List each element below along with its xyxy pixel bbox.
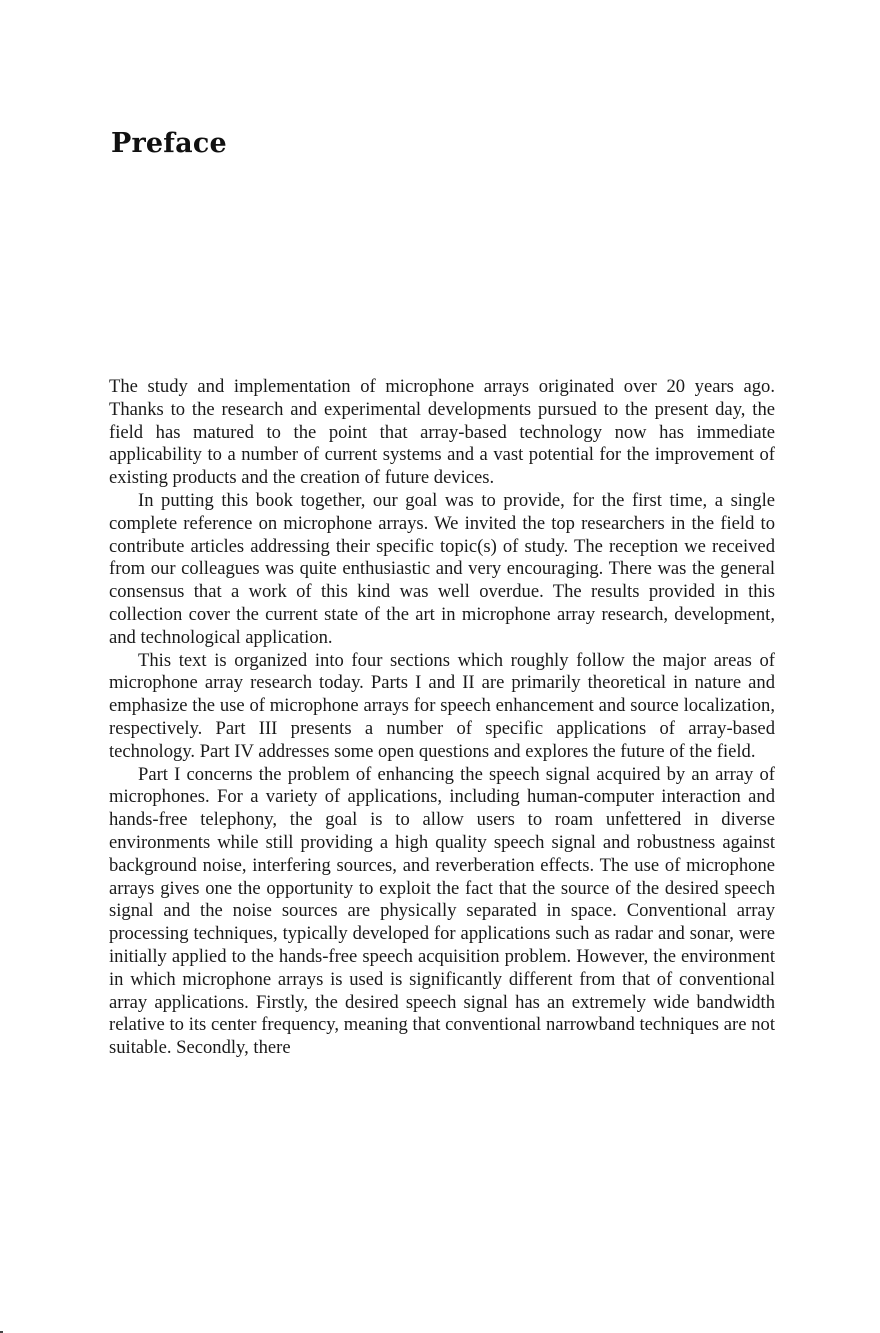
page-title: Preface	[111, 128, 227, 159]
paragraph-1: The study and implementation of microphone arrays originated over 20 years ago. Thanks to the research and experimental developments pursued to the present day, the field has matured to the point that array-based technology now has immediate applicability to a number of current systems and a vast potential for the improvement of existing products and the creation of future devices.	[109, 376, 775, 489]
paragraph-4: Part I concerns the problem of enhancing the speech signal acquired by an array of microphones. For a variety of applications, including human-computer interaction and hands-free telephony, the goal is to allow users to roam unfettered in diverse environments while still providing a high quality speech signal and robustness against background noise, interfering sources, and reverberation effects. The use of microphone arrays gives one the opportunity to exploit the fact that the source of the desired speech signal and the noise sources are physically separated in space. Conventional array processing techniques, typically developed for applications such as radar and sonar, were initially applied to the hands-free speech acquisition problem. However, the environment in which microphone arrays is used is significantly different from that of conventional array applications. Firstly, the desired speech signal has an extremely wide bandwidth relative to its center frequency, meaning that conventional narrowband techniques are not suitable. Secondly, there	[109, 763, 775, 1059]
paragraph-2: In putting this book together, our goal was to provide, for the first time, a single complete reference on microphone arrays. We invited the top researchers in the field to contribute articles addressing their specific topic(s) of study. The reception we received from our colleagues was quite enthusiastic and very encouraging. There was the general consensus that a work of this kind was well overdue. The results provided in this collection cover the current state of the art in microphone array research, development, and technological application.	[109, 489, 775, 648]
paragraph-3: This text is organized into four sections which roughly follow the major areas of microphone array research today. Parts I and II are primarily theoretical in nature and emphasize the use of microphone arrays for speech enhancement and source localization, respectively. Part III presents a number of specific applications of array-based technology. Part IV addresses some open questions and explores the future of the field.	[109, 649, 775, 762]
body-text	[109, 376, 775, 1060]
